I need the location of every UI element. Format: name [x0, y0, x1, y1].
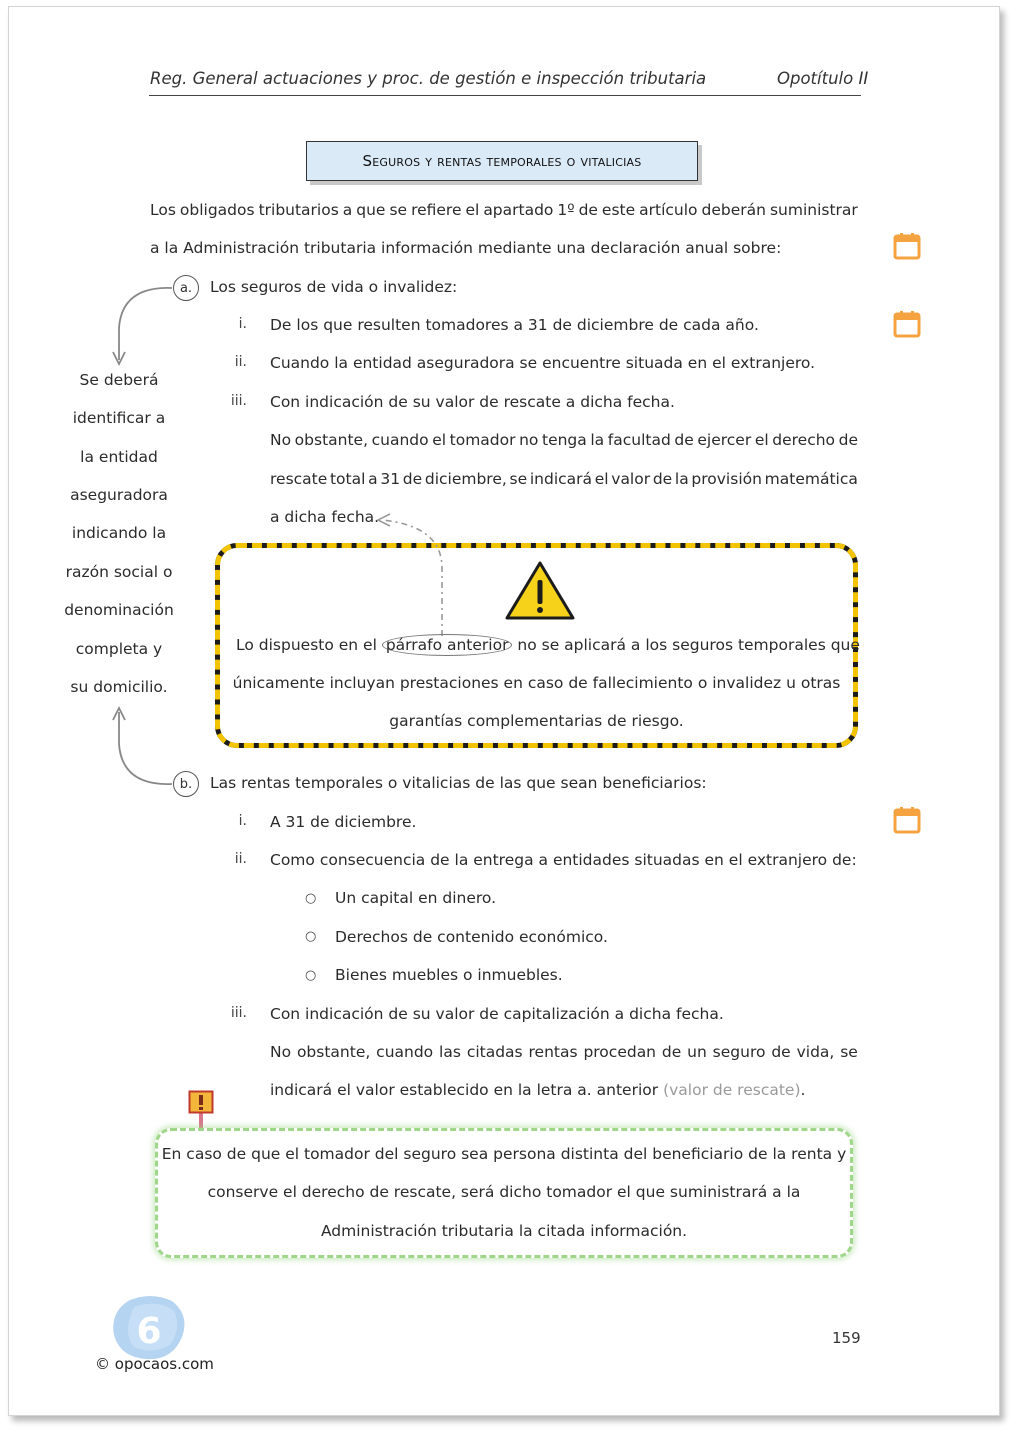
calendar-icon: [893, 806, 921, 834]
intro-line-1: [150, 200, 858, 220]
side-note-line: identificar a: [72, 409, 166, 427]
word: No: [270, 431, 292, 449]
item-a-i-num: i.: [238, 316, 247, 332]
word: facultad: [607, 431, 671, 449]
word: se: [509, 470, 528, 488]
item-b-text: Las rentas temporales o vitalicias de las que sean beneficiarios:: [210, 774, 707, 792]
word: rentas: [528, 1043, 578, 1061]
warning-line-2: únicamente incluyan prestaciones en caso de fallecimiento o invalidez u otras: [232, 674, 841, 692]
word: que: [356, 201, 386, 219]
side-note-line: aseguradora: [70, 486, 168, 504]
word: seguro: [712, 1043, 766, 1061]
word: artículo: [639, 201, 698, 219]
item-b-note-text: indicará el valor establecido en la letra a. anterior: [270, 1081, 664, 1099]
item-b-iii-num: iii.: [230, 1005, 247, 1021]
item-b-note-line-2: [270, 1080, 805, 1100]
intro-line-2: a la Administración tributaria información mediante una declaración anual sobre:: [150, 239, 782, 257]
side-note-line: indicando la: [71, 524, 167, 542]
item-a-note-line-1: [270, 430, 858, 450]
word: rescate: [270, 470, 328, 488]
bullet-marker: ○: [305, 891, 317, 906]
word: ejercer: [697, 431, 752, 449]
word: procedan: [583, 1043, 657, 1061]
word: 31: [380, 470, 401, 488]
word: valor: [611, 470, 651, 488]
side-note-line: denominación: [64, 601, 174, 619]
word: derecho: [772, 431, 836, 449]
item-b-marker: b.: [173, 771, 199, 797]
word: a: [368, 470, 378, 488]
item-a-text: Los seguros de vida o invalidez:: [210, 278, 458, 296]
word: de: [402, 470, 423, 488]
word: el: [465, 201, 480, 219]
side-note-line: razón social o: [65, 563, 173, 581]
bullet-marker: ○: [305, 929, 317, 944]
word: un: [687, 1043, 707, 1061]
word: de: [578, 201, 598, 219]
section-title: Seguros y rentas temporales o vitalicias: [306, 141, 698, 181]
word: refiere: [411, 201, 462, 219]
reference-arrow: [370, 508, 460, 638]
word: diciembre,: [424, 470, 507, 488]
side-note-line: completa y: [75, 640, 163, 658]
word: la: [590, 431, 605, 449]
warning-line-1: [236, 635, 860, 655]
calendar-icon: [893, 232, 921, 260]
word: provisión: [691, 470, 762, 488]
warning-text-post: no se aplicará a los seguros temporales que: [512, 636, 860, 654]
header-rule: [149, 95, 861, 96]
word: el: [432, 431, 447, 449]
word: Los: [150, 201, 176, 219]
item-a-ii-num: ii.: [234, 354, 247, 370]
header-title: Reg. General actuaciones y proc. de gestión e inspección tributaria: [150, 69, 707, 88]
word: de: [838, 431, 858, 449]
word: de: [674, 431, 694, 449]
bullet-marker: ○: [305, 968, 317, 983]
word: No: [270, 1043, 292, 1061]
warning-text-pre: Lo dispuesto en el: [236, 636, 382, 654]
item-a-iii-num: iii.: [230, 393, 247, 409]
green-note-line-3: Administración tributaria la citada información.: [320, 1222, 688, 1240]
word: obstante,: [294, 431, 369, 449]
word: las: [439, 1043, 461, 1061]
word: citadas: [466, 1043, 523, 1061]
item-b-i-text: A 31 de diciembre.: [270, 813, 417, 831]
word: se: [389, 201, 408, 219]
item-a-marker: a.: [173, 275, 199, 301]
word: indicará: [529, 470, 593, 488]
word: obligados: [179, 201, 255, 219]
warning-line-3: garantías complementarias de riesgo.: [389, 712, 684, 730]
warning-triangle-icon: [504, 560, 576, 622]
calendar-icon: [893, 310, 921, 338]
item-b-ii-text: Como consecuencia de la entrega a entidades situadas en el extranjero de:: [270, 851, 857, 869]
word: de: [661, 1043, 682, 1061]
item-a-note-line-2: [270, 469, 858, 489]
word: se: [840, 1043, 858, 1061]
page-number: 159: [832, 1329, 861, 1347]
word: total: [329, 470, 366, 488]
word: a: [342, 201, 353, 219]
item-b-note-end: .: [800, 1081, 806, 1099]
bullet-item: Bienes muebles o inmuebles.: [335, 966, 563, 984]
word: cuando: [371, 431, 429, 449]
logo-glyph: 6: [136, 1311, 162, 1352]
green-note-line-2: conserve el derecho de rescate, será dicho tomador el que suministrará a la: [207, 1183, 801, 1201]
item-b-ii-num: ii.: [234, 851, 247, 867]
warning-sign-icon: [188, 1090, 214, 1130]
word: tomador: [449, 431, 516, 449]
word: de: [771, 1043, 791, 1061]
item-b-note-line-1: [270, 1042, 858, 1062]
side-note-line: la entidad: [80, 448, 158, 466]
word: tributarios: [258, 201, 339, 219]
green-note-line-1: En caso de que el tomador del seguro sea persona distinta del beneficiario de la renta y: [161, 1145, 847, 1163]
item-a-i-text: De los que resulten tomadores a 31 de diciembre de cada año.: [270, 316, 759, 334]
word: la: [674, 470, 689, 488]
word: de: [652, 470, 673, 488]
word: obstante,: [296, 1043, 371, 1061]
bullet-item: Un capital en dinero.: [335, 889, 497, 907]
word: el: [754, 431, 769, 449]
word: matemática: [764, 470, 858, 488]
word: no: [519, 431, 539, 449]
word: suministrar: [769, 201, 858, 219]
side-note-line: su domicilio.: [70, 678, 168, 696]
word: deberán: [701, 201, 766, 219]
word: apartado: [483, 201, 554, 219]
header-section: Opotítulo II: [777, 69, 869, 88]
circled-reference: párrafo anterior: [382, 634, 513, 656]
word: tenga: [542, 431, 587, 449]
word: 1º: [557, 201, 575, 219]
item-b-note-muted: (valor de rescate): [663, 1081, 801, 1099]
word: vida,: [796, 1043, 835, 1061]
bullet-item: Derechos de contenido económico.: [335, 928, 608, 946]
word: el: [594, 470, 609, 488]
copyright: © opocaos.com: [95, 1355, 214, 1373]
side-note-line: Se deberá: [79, 371, 159, 389]
item-a-iii-text: Con indicación de su valor de rescate a dicha fecha.: [270, 393, 675, 411]
item-a-note-line-3: a dicha fecha.: [270, 508, 380, 526]
item-a-ii-text: Cuando la entidad aseguradora se encuentre situada en el extranjero.: [270, 354, 816, 372]
word: cuando: [376, 1043, 434, 1061]
word: este: [601, 201, 636, 219]
item-b-iii-text: Con indicación de su valor de capitalización a dicha fecha.: [270, 1005, 724, 1023]
item-b-i-num: i.: [238, 813, 247, 829]
